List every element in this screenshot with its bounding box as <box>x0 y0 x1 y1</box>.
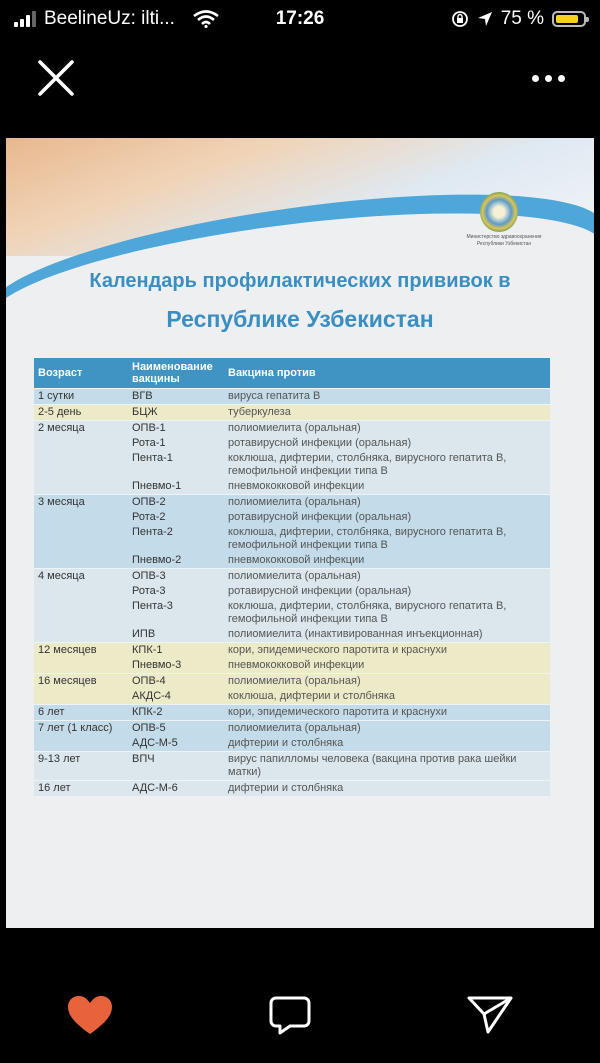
table-body <box>34 389 550 797</box>
cell-age: 16 лет <box>34 781 128 797</box>
cell-vaccine-name: ОПВ-3 <box>128 569 224 585</box>
poster-banner <box>6 138 594 256</box>
cell-vaccine-name: АДС-М-6 <box>128 781 224 797</box>
cell-against: пневмококковой инфекции <box>224 479 550 495</box>
post-photo[interactable] <box>6 138 594 928</box>
cell-age: 3 месяца <box>34 495 128 511</box>
table-row <box>34 421 550 437</box>
cell-against: полиомиелита (оральная) <box>224 421 550 437</box>
table-row <box>34 689 550 705</box>
cell-age: 2-5 день <box>34 405 128 421</box>
cell-vaccine-name: АДС-М-5 <box>128 736 224 752</box>
cell-against: ротавирусной инфекции (оральная) <box>224 584 550 599</box>
table-row <box>34 705 550 721</box>
cell-vaccine-name: Пневмо-3 <box>128 658 224 674</box>
table-row <box>34 627 550 643</box>
cell-against: полиомиелита (инактивированная инъекционная) <box>224 627 550 643</box>
cell-vaccine-name: ОПВ-4 <box>128 674 224 690</box>
send-icon <box>466 994 514 1036</box>
cell-vaccine-name: ОПВ-2 <box>128 495 224 511</box>
table-row <box>34 479 550 495</box>
cell-age <box>34 689 128 705</box>
ministry-emblem <box>480 192 518 232</box>
cell-against: полиомиелита (оральная) <box>224 674 550 690</box>
cell-vaccine-name: Рота-1 <box>128 436 224 451</box>
cell-vaccine-name: Пента-2 <box>128 525 224 553</box>
cell-age: 9-13 лет <box>34 752 128 781</box>
cell-against: коклюша, дифтерии, столбняка, вирусного гепатита В, гемофильной инфекции типа В <box>224 525 550 553</box>
cell-against: пневмококковой инфекции <box>224 553 550 569</box>
table-row <box>34 674 550 690</box>
status-right <box>451 8 586 30</box>
table-row <box>34 389 550 405</box>
cell-vaccine-name: Пента-3 <box>128 599 224 627</box>
cell-vaccine-name: ВГВ <box>128 389 224 405</box>
cell-vaccine-name: Рота-3 <box>128 584 224 599</box>
cell-against: ротавирусной инфекции (оральная) <box>224 510 550 525</box>
close-icon <box>34 56 78 100</box>
cell-age <box>34 525 128 553</box>
cell-vaccine-name: БЦЖ <box>128 405 224 421</box>
cell-age <box>34 451 128 479</box>
cell-age: 12 месяцев <box>34 643 128 659</box>
cell-age: 4 месяца <box>34 569 128 585</box>
cell-vaccine-name: Пента-1 <box>128 451 224 479</box>
cell-age <box>34 736 128 752</box>
cell-vaccine-name: Рота-2 <box>128 510 224 525</box>
cell-against: кори, эпидемического паротита и краснухи <box>224 643 550 659</box>
cell-vaccine-name: ОПВ-5 <box>128 721 224 737</box>
cell-against: полиомиелита (оральная) <box>224 495 550 511</box>
cell-age <box>34 510 128 525</box>
location-icon <box>477 11 493 27</box>
table-row <box>34 553 550 569</box>
table-header-row <box>34 358 550 389</box>
battery-icon <box>552 11 586 27</box>
table-row <box>34 495 550 511</box>
more-dots-icon <box>532 75 539 82</box>
comment-icon <box>268 994 312 1036</box>
header-vaccine-name: Наименование вакцины <box>128 358 224 389</box>
cell-vaccine-name: Пневмо-2 <box>128 553 224 569</box>
table-row <box>34 736 550 752</box>
poster-title-line2: Республике Узбекистан <box>166 306 434 332</box>
battery-percent: 75 % <box>500 8 544 29</box>
cell-age: 1 сутки <box>34 389 128 405</box>
table-row <box>34 405 550 421</box>
cell-vaccine-name: ВПЧ <box>128 752 224 781</box>
table-row <box>34 752 550 781</box>
ministry-caption: Министерство здравоохранения Республики Узбекистан <box>466 234 542 247</box>
table-row <box>34 569 550 585</box>
cell-age: 6 лет <box>34 705 128 721</box>
cell-against: вируса гепатита В <box>224 389 550 405</box>
cell-age: 7 лет (1 класс) <box>34 721 128 737</box>
header-against: Вакцина против <box>224 358 550 389</box>
cell-against: ротавирусной инфекции (оральная) <box>224 436 550 451</box>
cell-against: кори, эпидемического паротита и краснухи <box>224 705 550 721</box>
cell-age <box>34 584 128 599</box>
cell-vaccine-name: ИПВ <box>128 627 224 643</box>
heart-icon <box>66 994 114 1036</box>
cell-vaccine-name: КПК-1 <box>128 643 224 659</box>
table-row <box>34 781 550 797</box>
status-bar <box>0 0 600 38</box>
cell-age <box>34 553 128 569</box>
cell-vaccine-name: КПК-2 <box>128 705 224 721</box>
cell-age: 2 месяца <box>34 421 128 437</box>
cell-against: дифтерии и столбняка <box>224 736 550 752</box>
cell-vaccine-name: Пневмо-1 <box>128 479 224 495</box>
clock: 17:26 <box>275 8 325 29</box>
cell-against: коклюша, дифтерии и столбняка <box>224 689 550 705</box>
cell-against: коклюша, дифтерии, столбняка, вирусного гепатита В, гемофильной инфекции типа В <box>224 451 550 479</box>
table-row <box>34 584 550 599</box>
like-button[interactable] <box>66 994 114 1036</box>
table-row <box>34 643 550 659</box>
cell-against: полиомиелита (оральная) <box>224 721 550 737</box>
cell-age <box>34 599 128 627</box>
table-row <box>34 451 550 479</box>
cell-age <box>34 436 128 451</box>
cell-age <box>34 658 128 674</box>
comment-button[interactable] <box>268 994 312 1036</box>
cell-age <box>34 479 128 495</box>
poster-title-line1: Календарь профилактических прививок в <box>89 270 511 292</box>
close-button[interactable] <box>34 56 78 100</box>
table-row <box>34 599 550 627</box>
more-options-button[interactable] <box>520 64 576 92</box>
table-row <box>34 525 550 553</box>
vaccination-table <box>34 358 550 796</box>
cell-against: пневмококковой инфекции <box>224 658 550 674</box>
table-row <box>34 436 550 451</box>
table-row <box>34 658 550 674</box>
header-age: Возраст <box>34 358 128 389</box>
cell-age <box>34 627 128 643</box>
cell-against: дифтерии и столбняка <box>224 781 550 797</box>
cell-against: вирус папилломы человека (вакцина против рака шейки матки) <box>224 752 550 781</box>
cell-vaccine-name: ОПВ-1 <box>128 421 224 437</box>
rotation-lock-icon <box>451 10 469 28</box>
share-button[interactable] <box>466 994 514 1036</box>
cell-against: полиомиелита (оральная) <box>224 569 550 585</box>
table-row <box>34 721 550 737</box>
carrier-name: BeelineUz: ilti... <box>44 8 175 29</box>
cell-vaccine-name: АКДС-4 <box>128 689 224 705</box>
cell-against: туберкулеза <box>224 405 550 421</box>
cell-age: 16 месяцев <box>34 674 128 690</box>
cell-against: коклюша, дифтерии, столбняка, вирусного гепатита В, гемофильной инфекции типа В <box>224 599 550 627</box>
table-row <box>34 510 550 525</box>
